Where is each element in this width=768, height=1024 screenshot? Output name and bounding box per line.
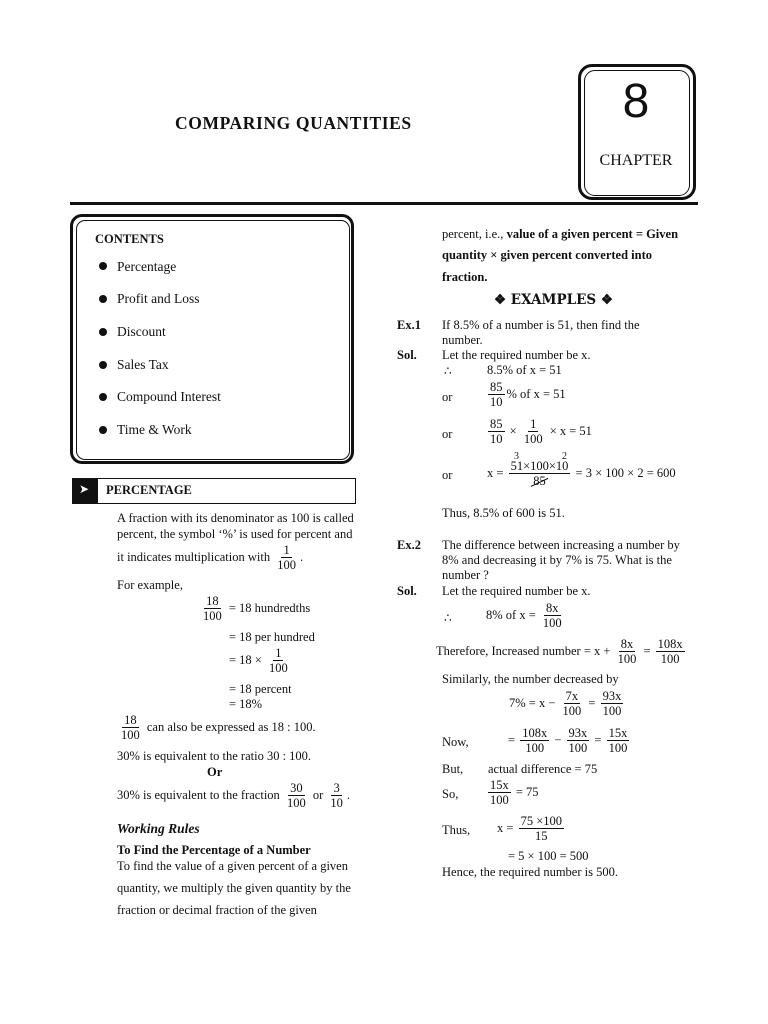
equation xyxy=(199,594,310,624)
equation-text: Therefore, Increased number = x + xyxy=(436,643,611,658)
text: it indicates multiplication with xyxy=(117,549,271,564)
section-heading: PERCENTAGE xyxy=(106,483,192,497)
equation: = 5 × 100 = 500 xyxy=(508,849,589,863)
fraction: $\frac{108x}{100}$ xyxy=(657,637,683,667)
paragraph-line: Now, xyxy=(442,735,469,749)
equation xyxy=(486,601,566,631)
cancel-mark: 2 xyxy=(562,451,567,462)
fraction: $\frac{108x}{100}$ xyxy=(522,726,548,756)
equation: = 18% xyxy=(229,697,263,711)
fraction: $\frac{1}{100}$ xyxy=(523,417,543,447)
equation-text: × x = 51 xyxy=(549,423,592,438)
bullet-icon xyxy=(99,361,107,369)
paragraph-line: The difference between increasing a number by xyxy=(442,538,680,552)
solution-label: Sol. xyxy=(397,584,417,598)
fraction: $\frac{15x}{100}$ xyxy=(490,778,509,808)
fraction: $\frac{15x}{100}$ xyxy=(608,726,628,756)
paragraph-line xyxy=(117,713,316,743)
subheading: Working Rules xyxy=(117,821,200,836)
fraction: $\frac{85}{10}$ xyxy=(490,380,503,410)
paragraph-line: fraction. xyxy=(442,270,488,284)
paragraph-line: Let the required number be x. xyxy=(442,348,591,362)
paragraph-line: percent, the symbol ‘%’ is used for percent and xyxy=(117,527,353,541)
paragraph-line: 8% and decreasing it by 7% is 75. What is the xyxy=(442,553,672,567)
fraction: $\frac{93x}{100}$ xyxy=(568,726,588,756)
text: 30% is equivalent to the fraction xyxy=(117,787,280,802)
or-label: or xyxy=(442,468,453,482)
contents-item: Percentage xyxy=(117,259,177,274)
equation-text: = xyxy=(588,695,596,710)
examples-heading: ❖ EXAMPLES ❖ xyxy=(494,292,613,308)
paragraph-line: quantity, we multiply the given quantity by the xyxy=(117,881,351,895)
paragraph-line: it indicates multiplication with $\frac{1}{100}$ . xyxy=(117,543,304,573)
paragraph-line: So, xyxy=(442,787,459,801)
equation-text: = xyxy=(508,732,516,747)
fraction: $\frac{1}{100}$ xyxy=(277,543,296,573)
therefore-symbol: ∴ xyxy=(444,363,452,378)
paragraph-line xyxy=(442,227,678,242)
paragraph-line: number. xyxy=(442,333,483,347)
paragraph-line: But, xyxy=(442,762,464,776)
equation xyxy=(436,637,687,667)
contents-item: Discount xyxy=(117,324,166,339)
fraction: $\frac{75 \times 100}{15}$ xyxy=(520,814,562,844)
contents-item: Sales Tax xyxy=(117,357,169,372)
page-title: COMPARING QUANTITIES xyxy=(175,113,412,133)
arrow-icon: ➤ xyxy=(79,482,90,496)
chapter-label: CHAPTER xyxy=(599,152,673,169)
paragraph-line: For example, xyxy=(117,578,183,592)
equation-text: 7% = x − xyxy=(509,695,556,710)
equation xyxy=(486,778,539,808)
example-label: Ex.1 xyxy=(397,318,421,332)
equation-text: 8% of x = xyxy=(486,607,536,622)
paragraph-line: To find the value of a given percent of a given xyxy=(117,859,348,873)
contents-item: Profit and Loss xyxy=(117,291,200,306)
equation-text: = xyxy=(643,643,651,658)
fraction: $\frac{7x}{100}$ xyxy=(562,689,582,719)
equation xyxy=(509,689,625,719)
paragraph-line: Thus, 8.5% of 600 is 51. xyxy=(442,506,565,520)
equation xyxy=(486,380,566,410)
fraction: $\frac{3}{10}$ xyxy=(330,781,343,811)
equation xyxy=(497,814,566,844)
equation-text: % of x = 51 xyxy=(506,386,566,401)
contents-item: Time & Work xyxy=(117,422,192,437)
bullet-icon xyxy=(99,262,107,270)
paragraph-line: A fraction with its denominator as 100 is called xyxy=(117,511,354,525)
equation xyxy=(229,646,292,676)
paragraph-line: Thus, xyxy=(442,823,471,837)
bullet-icon xyxy=(99,393,107,401)
equation-text: = 3 × 100 × 2 = 600 xyxy=(575,465,676,480)
paragraph-line: number ? xyxy=(442,568,489,582)
equation-text: = 75 xyxy=(515,784,539,799)
paragraph-line: 30% is equivalent to the ratio 30 : 100. xyxy=(117,749,312,763)
equation: 8.5% of x = 51 xyxy=(487,363,562,377)
equation-text: − xyxy=(554,732,562,747)
cancel-mark: 3 xyxy=(514,451,519,462)
text: value of a given percent = Given xyxy=(506,227,679,241)
or-label: or xyxy=(442,390,453,404)
paragraph-line: If 8.5% of a number is 51, then find the xyxy=(442,318,640,332)
fraction: $\frac{93x}{100}$ xyxy=(602,689,622,719)
fraction: $\frac{8x}{100}$ xyxy=(617,637,637,667)
equation-text: = 18 hundredths xyxy=(228,600,311,615)
bullet-icon xyxy=(99,426,107,434)
paragraph-line: quantity × given percent converted into xyxy=(442,248,653,262)
chapter-number: 8 xyxy=(622,75,650,128)
or-label: Or xyxy=(207,765,223,779)
equation-text: = xyxy=(594,732,602,747)
fraction: $\frac{30}{100}$ xyxy=(286,781,306,811)
paragraph-line: 30% is equivalent to the fraction $\frac{30}{100}$ or $\frac{3}{10}$ . xyxy=(117,781,350,811)
paragraph-line: Hence, the required number is 500. xyxy=(442,865,618,879)
equation xyxy=(487,459,676,489)
equation: actual difference = 75 xyxy=(488,762,598,776)
subheading: To Find the Percentage of a Number xyxy=(117,843,311,857)
equation-text: x = xyxy=(487,465,504,480)
text: percent, i.e., xyxy=(442,227,504,241)
header-rule xyxy=(70,202,698,205)
example-label: Ex.2 xyxy=(397,538,421,552)
solution-label: Sol. xyxy=(397,348,417,362)
equation-text: = 18 × xyxy=(229,652,262,667)
paragraph-line: fraction or decimal fraction of the given xyxy=(117,903,317,917)
paragraph-line: Let the required number be x. xyxy=(442,584,591,598)
fraction: $\frac{51\times 100\times 10}{85}$ xyxy=(510,459,569,489)
or-label: or xyxy=(442,427,453,441)
fraction: $\frac{85}{10}$ xyxy=(490,417,503,447)
equation xyxy=(486,417,592,447)
fraction: $\frac{1}{100}$ xyxy=(268,646,288,676)
bullet-icon xyxy=(99,328,107,336)
fraction: $\frac{18}{100}$ xyxy=(203,594,222,624)
equation-text: × xyxy=(509,423,517,438)
equation-text: x = xyxy=(497,820,514,835)
text: can also be expressed as 18 : 100. xyxy=(146,719,316,734)
fraction: $\frac{8x}{100}$ xyxy=(542,601,562,631)
therefore-symbol: ∴ xyxy=(444,610,452,625)
equation: = 18 per hundred xyxy=(229,630,315,644)
fraction: $\frac{18}{100}$ xyxy=(121,713,140,743)
equation xyxy=(508,726,631,756)
text: or xyxy=(312,787,324,802)
bullet-icon xyxy=(99,295,107,303)
contents-item: Compound Interest xyxy=(117,389,221,404)
contents-heading: CONTENTS xyxy=(95,232,164,246)
equation: = 18 percent xyxy=(229,682,292,696)
paragraph-line: Similarly, the number decreased by xyxy=(442,672,619,686)
